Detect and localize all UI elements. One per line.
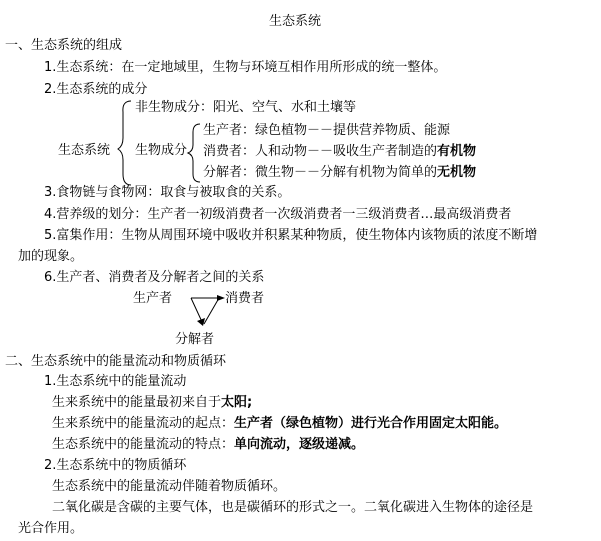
item-4-trophic-levels: 4.营养级的划分：生产者一初级消费者一次级消费者一三级消费者…最高级消费者 [44,207,512,222]
item-5-bioaccumulation: 5.富集作用：生物从周围环境中吸收并积累某种物质，使生物体内该物质的浓度不断增 [44,228,538,243]
one-way-bold: 单向流动，逐级递减。 [234,437,365,452]
energy-feature-line [52,438,364,451]
energy-source-text: 生来系统中的能量最初来自于 [52,395,222,410]
decomposer-line [203,166,476,179]
energy-start-line [52,417,507,430]
diagram-producer-label: 生产者 [133,291,173,306]
tree-root-ecosystem: 生态系统 [58,143,111,158]
sub-2-material-cycle: 2.生态系统中的物质循环 [44,458,187,473]
item-5-continuation: 加的现象。 [18,249,84,264]
item-6-relationship: 6.生产者、消费者及分解者之间的关系 [44,270,265,285]
relationship-triangle-diagram [170,290,234,332]
biotic-components: 生物成分 [135,143,188,158]
organic-matter-bold: 有机物 [437,144,477,159]
abiotic-components: 非生物成分：阳光、空气、水和土壤等 [135,100,357,115]
diagram-consumer-label: 消费者 [225,291,265,306]
energy-start-text: 生来系统中的能量流动的起点： [52,416,235,431]
outer-brace [118,100,134,186]
sub-1-energy-flow: 1.生态系统中的能量流动 [44,374,187,389]
diagram-decomposer-label: 分解者 [175,332,215,347]
arrow-consumer-to-decomposer [204,298,219,324]
section1-heading: 一、生态系统的组成 [5,38,123,53]
item-1-definition: 1.生态系统：在一定地域里，生物与环境互相作用所形成的统一整体。 [44,60,447,75]
producer-line: 生产者：绿色植物－－提供营养物质、能源 [203,123,451,138]
decomposer-text: 分解者：微生物－－分解有机物为简单的 [203,165,438,180]
item-3-food-chain: 3.食物链与食物网：取食与被取食的关系。 [44,185,291,200]
energy-source-line [52,396,252,409]
consumer-text: 消费者：人和动物－－吸收生产者制造的 [203,144,438,159]
carbon-cycle-line: 二氧化碳是含碳的主要气体，也是碳循环的形式之一。二氧化碳进入生物体的途径是 [52,500,534,515]
inner-brace [188,123,202,183]
inorganic-matter-bold: 无机物 [437,165,477,180]
sun-bold: 太阳; [221,395,253,410]
section2-heading: 二、生态系统中的能量流动和物质循环 [5,354,227,369]
energy-feature-text: 生态系统中的能量流动的特点： [52,437,235,452]
consumer-line [203,145,476,158]
carbon-cycle-continuation: 光合作用。 [18,521,84,536]
photosynthesis-bold: 生产者（绿色植物）进行光合作用固定太阳能。 [234,416,508,431]
page-title: 生态系统 [269,14,322,29]
cycle-note-line: 生态系统中的能量流动伴随着物质循环。 [52,479,287,494]
item-2-components: 2.生态系统的成分 [44,82,148,97]
